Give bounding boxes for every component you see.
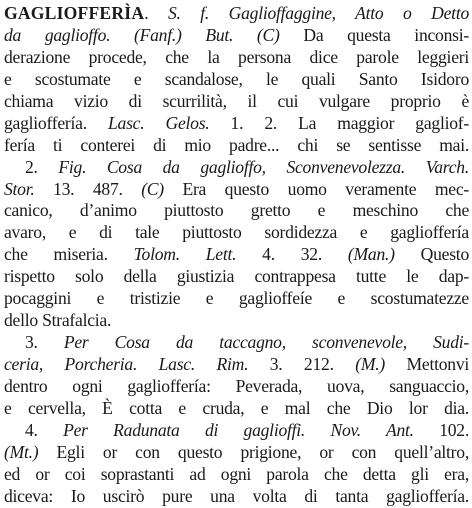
citation-ref: 13. 487. <box>34 178 142 199</box>
entry-line <box>4 420 469 442</box>
headword: GAGLIOFFERÌA <box>4 3 145 23</box>
entry-line: avaro, e di tale piuttosto sordidezza e gaglioffería <box>4 222 469 243</box>
entry-line <box>4 25 469 47</box>
entry-definition: S. f. Gaglioffaggine, Atto o Detto <box>167 3 469 23</box>
entry-line <box>4 354 469 376</box>
citation-tag: (Man.) <box>347 244 395 265</box>
quote-text: Questo <box>394 244 469 265</box>
citation-tag: (Mt.) <box>4 441 39 462</box>
citation-ref: 4. 32. <box>236 244 348 265</box>
sense-number: 4. <box>25 419 64 440</box>
quote-text: Da questa inconsi- <box>279 24 469 45</box>
entry-line: e scostumate e scandalose, le quali Santo Isidoro <box>4 68 469 89</box>
entry-line: derazione procede, che la persona dice parole leggieri <box>4 46 469 67</box>
headword-punct: . <box>144 3 168 23</box>
citation-tag: (C) <box>141 178 164 199</box>
entry-line <box>4 332 469 354</box>
citation-source: Stor. <box>4 178 35 199</box>
entry-line: dentro ogni gaglioffería: Peverada, uova, sanguaccio, <box>4 375 469 396</box>
entry-line <box>4 157 469 179</box>
sense-definition: Fig. Cosa da gaglioffo, Sconvenevolezza. Varch. <box>58 156 469 177</box>
entry-line: pocaggini e tristizie e gaglioffeíe e scostumatezze <box>4 288 469 309</box>
sense-number: 3. <box>25 332 64 353</box>
entry-line <box>4 179 469 201</box>
citation-tag: (M.) <box>355 354 385 374</box>
quote-text: che miseria. <box>4 244 134 265</box>
quote-text: Egli or con questo prigione, or con quell’altro, <box>38 441 469 462</box>
sense-definition: Per Radunata di gaglioffi. Nov. Ant. <box>63 419 414 440</box>
citation-ref: 3. 212. <box>248 354 356 374</box>
sense-definition: ceria, Porcheria. Lasc. Rim. <box>4 354 249 374</box>
entry-line: ed or coi soprastanti ad ogni parola che detta gli era, <box>4 463 469 484</box>
entry-line <box>4 113 469 135</box>
entry-line: fería ti conterei di mio padre... chi se sentisse mai. <box>4 134 469 155</box>
quote-text: 1. 2. La maggior gagliof- <box>209 112 469 133</box>
entry-line: rispetto solo della giustizia contrappesa tutte le dap- <box>4 266 469 287</box>
citation-source: da gaglioffo. (Fanf.) But. (C) <box>4 24 280 45</box>
sense-definition: Per Cosa da taccagno, sconvenevole, Sudi- <box>63 332 469 353</box>
citation-ref: 102. <box>413 419 469 440</box>
entry-line: dello Strafalcia. <box>4 310 112 331</box>
entry-line: diceva: Io uscirò pure una volta di tanta gaglioffería. <box>4 485 469 506</box>
citation-source: Lasc. Gelos. <box>108 112 210 133</box>
citation-source: Tolom. Lett. <box>133 244 237 265</box>
entry-line <box>4 244 469 266</box>
entry-line <box>4 3 469 25</box>
entry-line: canico, d’animo piuttosto gretto e meschino che <box>4 200 469 221</box>
sense-number: 2. <box>25 156 59 177</box>
quote-text: Mettonvi <box>385 354 469 374</box>
quote-text: gaglioffería. <box>4 112 108 133</box>
entry-line: e cervella, È cotta e cruda, e mal che Dio lor dia. <box>4 397 469 418</box>
quote-text: Era questo uomo veramente mec- <box>163 178 469 199</box>
entry-line <box>4 442 469 464</box>
entry-line: chiama vizio di scurrilità, il cui vulgare proprio è <box>4 90 469 111</box>
